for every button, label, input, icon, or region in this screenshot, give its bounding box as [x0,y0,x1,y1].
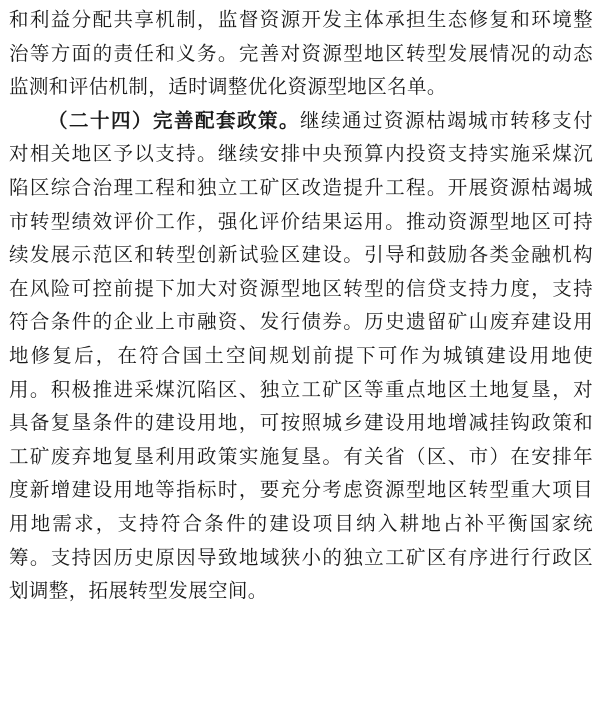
text-line: 续发展示范区和转型创新试验区建设。引导和鼓励各类金融机构 [9,243,593,267]
text-line: 度新增建设用地等指标时，要充分考虑资源型地区转型重大项目 [9,478,593,502]
text-line: 市转型绩效评价工作，强化评价结果运用。推动资源型地区可持 [9,209,593,233]
text-line: 对相关地区予以支持。继续安排中央预算内投资支持实施采煤沉 [9,142,593,166]
text-line-continuation: 继续通过资源枯竭城市转移支付 [300,108,593,132]
text-line: 治等方面的责任和义务。完善对资源型地区转型发展情况的动态 [9,41,593,65]
text-line: 划调整，拓展转型发展空间。 [9,579,268,603]
text-line: 和利益分配共享机制，监督资源开发主体承担生态修复和环境整 [9,8,593,31]
document-page [0,3,602,717]
text-line: 用地需求，支持符合条件的建设项目纳入耕地占补平衡国家统 [9,511,593,535]
text-line: 工矿废弃地复垦利用政策实施复垦。有关省（区、市）在安排年 [9,444,593,468]
text-line: 陷区综合治理工程和独立工矿区改造提升工程。开展资源枯竭城 [9,175,593,199]
section-heading: （二十四）完善配套政策。 [48,108,301,132]
text-line: 具备复垦条件的建设用地，可按照城乡建设用地增减挂钩政策和 [9,411,593,435]
text-line: 筹。支持因历史原因导致地域狭小的独立工矿区有序进行行政区 [9,545,593,569]
text-line: 监测和评估机制，适时调整优化资源型地区名单。 [9,75,447,99]
text-line: 在风险可控前提下加大对资源型地区转型的信贷支持力度，支持 [9,276,593,300]
text-line: 符合条件的企业上市融资、发行债券。历史遗留矿山废弃建设用 [9,310,593,334]
text-line: 用。积极推进采煤沉陷区、独立工矿区等重点地区土地复垦，对 [9,377,593,401]
text-line: 地修复后，在符合国土空间规划前提下可作为城镇建设用地使 [9,343,593,367]
paragraph-heading-line [9,104,593,138]
